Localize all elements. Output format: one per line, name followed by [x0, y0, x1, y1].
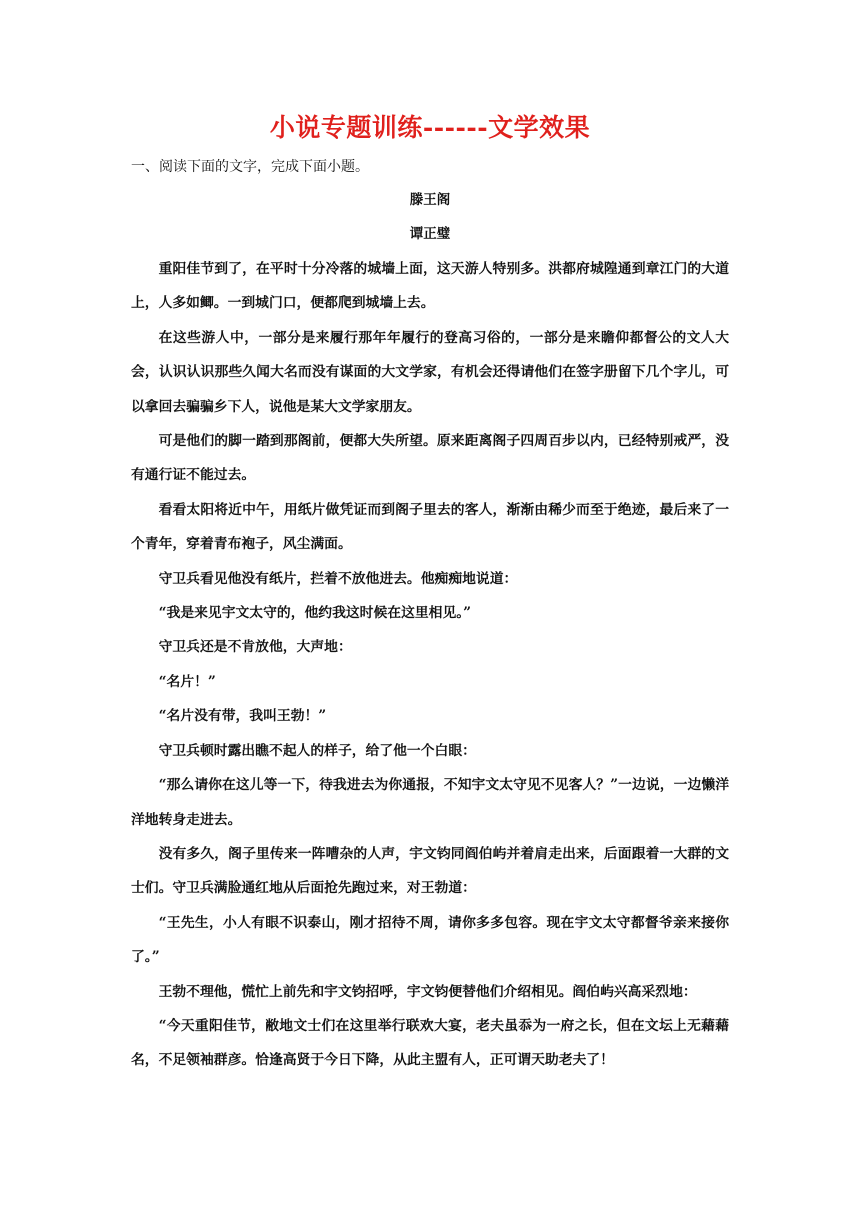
paragraph: “今天重阳佳节，敝地文士们在这里举行联欢大宴，老夫虽忝为一府之长，但在文坛上无藉藉名，不足领袖群彦。恰逢高贤于今日下降，从此主盟有人，正可谓天助老夫了！ [131, 1017, 729, 1069]
question-instruction: 一、阅读下面的文字，完成下面小题。 [131, 159, 369, 175]
paragraph: “那么请你在这儿等一下，待我进去为你通报，不知宇文太守见不见客人？”一边说，一边懒洋洋地转身走进去。 [131, 777, 729, 828]
paragraph: 守卫兵还是不肯放他，大声地： [158, 639, 352, 656]
paragraph: “名片！” [158, 673, 216, 690]
paragraph: 守卫兵顿时露出瞧不起人的样子，给了他一个白眼： [158, 742, 476, 759]
paragraph: 王勃不理他，慌忙上前先和宇文钧招呼，宇文钧便替他们介绍相见。阎伯屿兴高采烈地： [158, 983, 697, 1000]
paragraph: 守卫兵看见他没有纸片，拦着不放他进去。他痴痴地说道： [158, 570, 518, 587]
paragraph: 看看太阳将近中午，用纸片做凭证而到阁子里去的客人，渐渐由稀少而至于绝迹，最后来了一个青年，穿着青布袍子，风尘满面。 [131, 501, 729, 553]
story-title: 滕王阁 [409, 192, 451, 208]
paragraph: 在这些游人中，一部分是来履行那年年履行的登高习俗的，一部分是来瞻仰都督公的文人大会，认识认识那些久闻大名而没有谋面的大文学家，有机会还得请他们在签字册留下几个字儿，可以拿回去骗骗乡下人，说他是某大文学家朋友。 [131, 329, 729, 415]
paragraph: “我是来见宇文太守的，他约我这时候在这里相见。” [158, 605, 472, 622]
paragraph: 可是他们的脚一踏到那阁前，便都大失所望。原来距离阁子四周百步以内，已经特别戒严，没有通行证不能过去。 [131, 433, 729, 484]
paragraph: “名片没有带，我叫王勃！” [158, 708, 327, 725]
paragraph: 重阳佳节到了，在平时十分冷落的城墙上面，这天游人特别多。洪都府城隍通到章江门的大道上，人多如鲫。一到城门口，便都爬到城墙上去。 [131, 261, 729, 312]
story-author: 谭正璧 [409, 226, 451, 242]
story-body [131, 252, 729, 1078]
document-title: 小说专题训练------文学效果 [269, 113, 591, 142]
paragraph: “王先生，小人有眼不识泰山，刚才招待不周，请你多多包容。现在宇文太守都督爷亲来接你了。” [131, 914, 729, 966]
paragraph: 没有多久，阁子里传来一阵嘈杂的人声，宇文钧同阎伯屿并着肩走出来，后面跟着一大群的文士们。守卫兵满脸通红地从后面抢先跑过来，对王勃道： [131, 845, 729, 897]
